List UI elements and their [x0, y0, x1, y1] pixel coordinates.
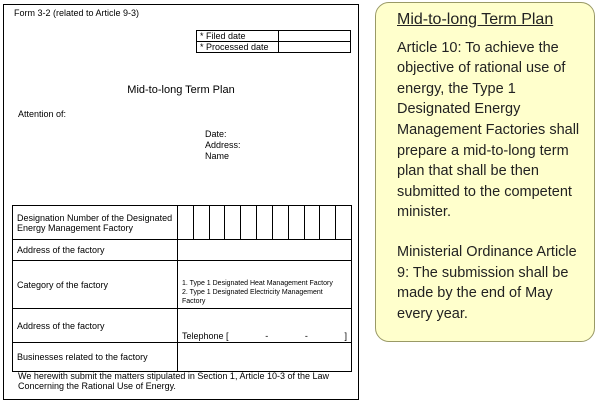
designation-number-label: Designation Number of the Designated Energy Management Factory: [13, 206, 178, 240]
article-10-text: Article 10: To achieve the objective of rational use of energy, the Type 1 Designated Energy Management Factories shall prepare a mid-to-long term plan that shall be then submitted to the competent minister.: [397, 39, 580, 221]
note-title: Mid-to-long Term Plan: [397, 11, 554, 28]
factory-info-table: [12, 205, 352, 372]
filed-date-table: [196, 30, 351, 53]
address-of-factory-label: Address of the factory: [13, 309, 178, 343]
designation-digit-box[interactable]: [241, 206, 257, 240]
designation-digit-box[interactable]: [193, 206, 209, 240]
telephone-row: [182, 331, 347, 341]
filed-date-field[interactable]: [279, 31, 351, 42]
submission-statement: We herewith submit the matters stipulated in Section 1, Article 10-3 of the Law Concerning the Rational Use of Energy.: [18, 371, 329, 391]
telephone-field[interactable]: [178, 309, 352, 343]
telephone-label: Telephone [: [182, 331, 229, 341]
businesses-related-field[interactable]: [178, 343, 352, 372]
telephone-close-bracket: ]: [344, 331, 347, 341]
processed-date-label: * Processed date: [197, 42, 279, 53]
category-option-heat: 1. Type 1 Designated Heat Management Factory: [182, 280, 333, 287]
address-of-factory-label: Address of the factory: [13, 240, 178, 261]
designation-digit-box[interactable]: [257, 206, 273, 240]
designation-digit-box[interactable]: [225, 206, 241, 240]
telephone-dash: -: [304, 331, 308, 341]
date-label: Date:: [205, 129, 227, 139]
address-label: Address:: [205, 140, 241, 150]
ministerial-ordinance-text: Ministerial Ordinance Article 9: The submission shall be made by the end of May every year.: [397, 243, 577, 322]
form-number: Form 3-2 (related to Article 9-3): [14, 8, 140, 18]
designation-digit-box[interactable]: [320, 206, 336, 240]
date-address-name-block: [205, 129, 241, 162]
designation-digit-box[interactable]: [304, 206, 320, 240]
category-of-factory-label: Category of the factory: [13, 261, 178, 309]
telephone-dash: -: [265, 331, 269, 341]
designation-digit-box[interactable]: [272, 206, 288, 240]
filed-date-label: * Filed date: [197, 31, 279, 42]
attention-label: Attention of:: [18, 109, 67, 119]
designation-digit-box[interactable]: [209, 206, 225, 240]
processed-date-field[interactable]: [279, 42, 351, 53]
form-title: Mid-to-long Term Plan: [127, 84, 235, 96]
category-option-electricity: 2. Type 1 Designated Electricity Management Factory: [182, 289, 323, 305]
address-of-factory-field[interactable]: [178, 240, 352, 261]
designation-digit-box[interactable]: [336, 206, 352, 240]
name-label: Name: [205, 151, 230, 161]
businesses-related-label: Businesses related to the factory: [13, 343, 178, 372]
form-3-2: [3, 4, 359, 400]
category-options[interactable]: [178, 261, 352, 309]
designation-digit-box[interactable]: [178, 206, 194, 240]
explanation-note: [375, 2, 595, 342]
designation-digit-box[interactable]: [288, 206, 304, 240]
